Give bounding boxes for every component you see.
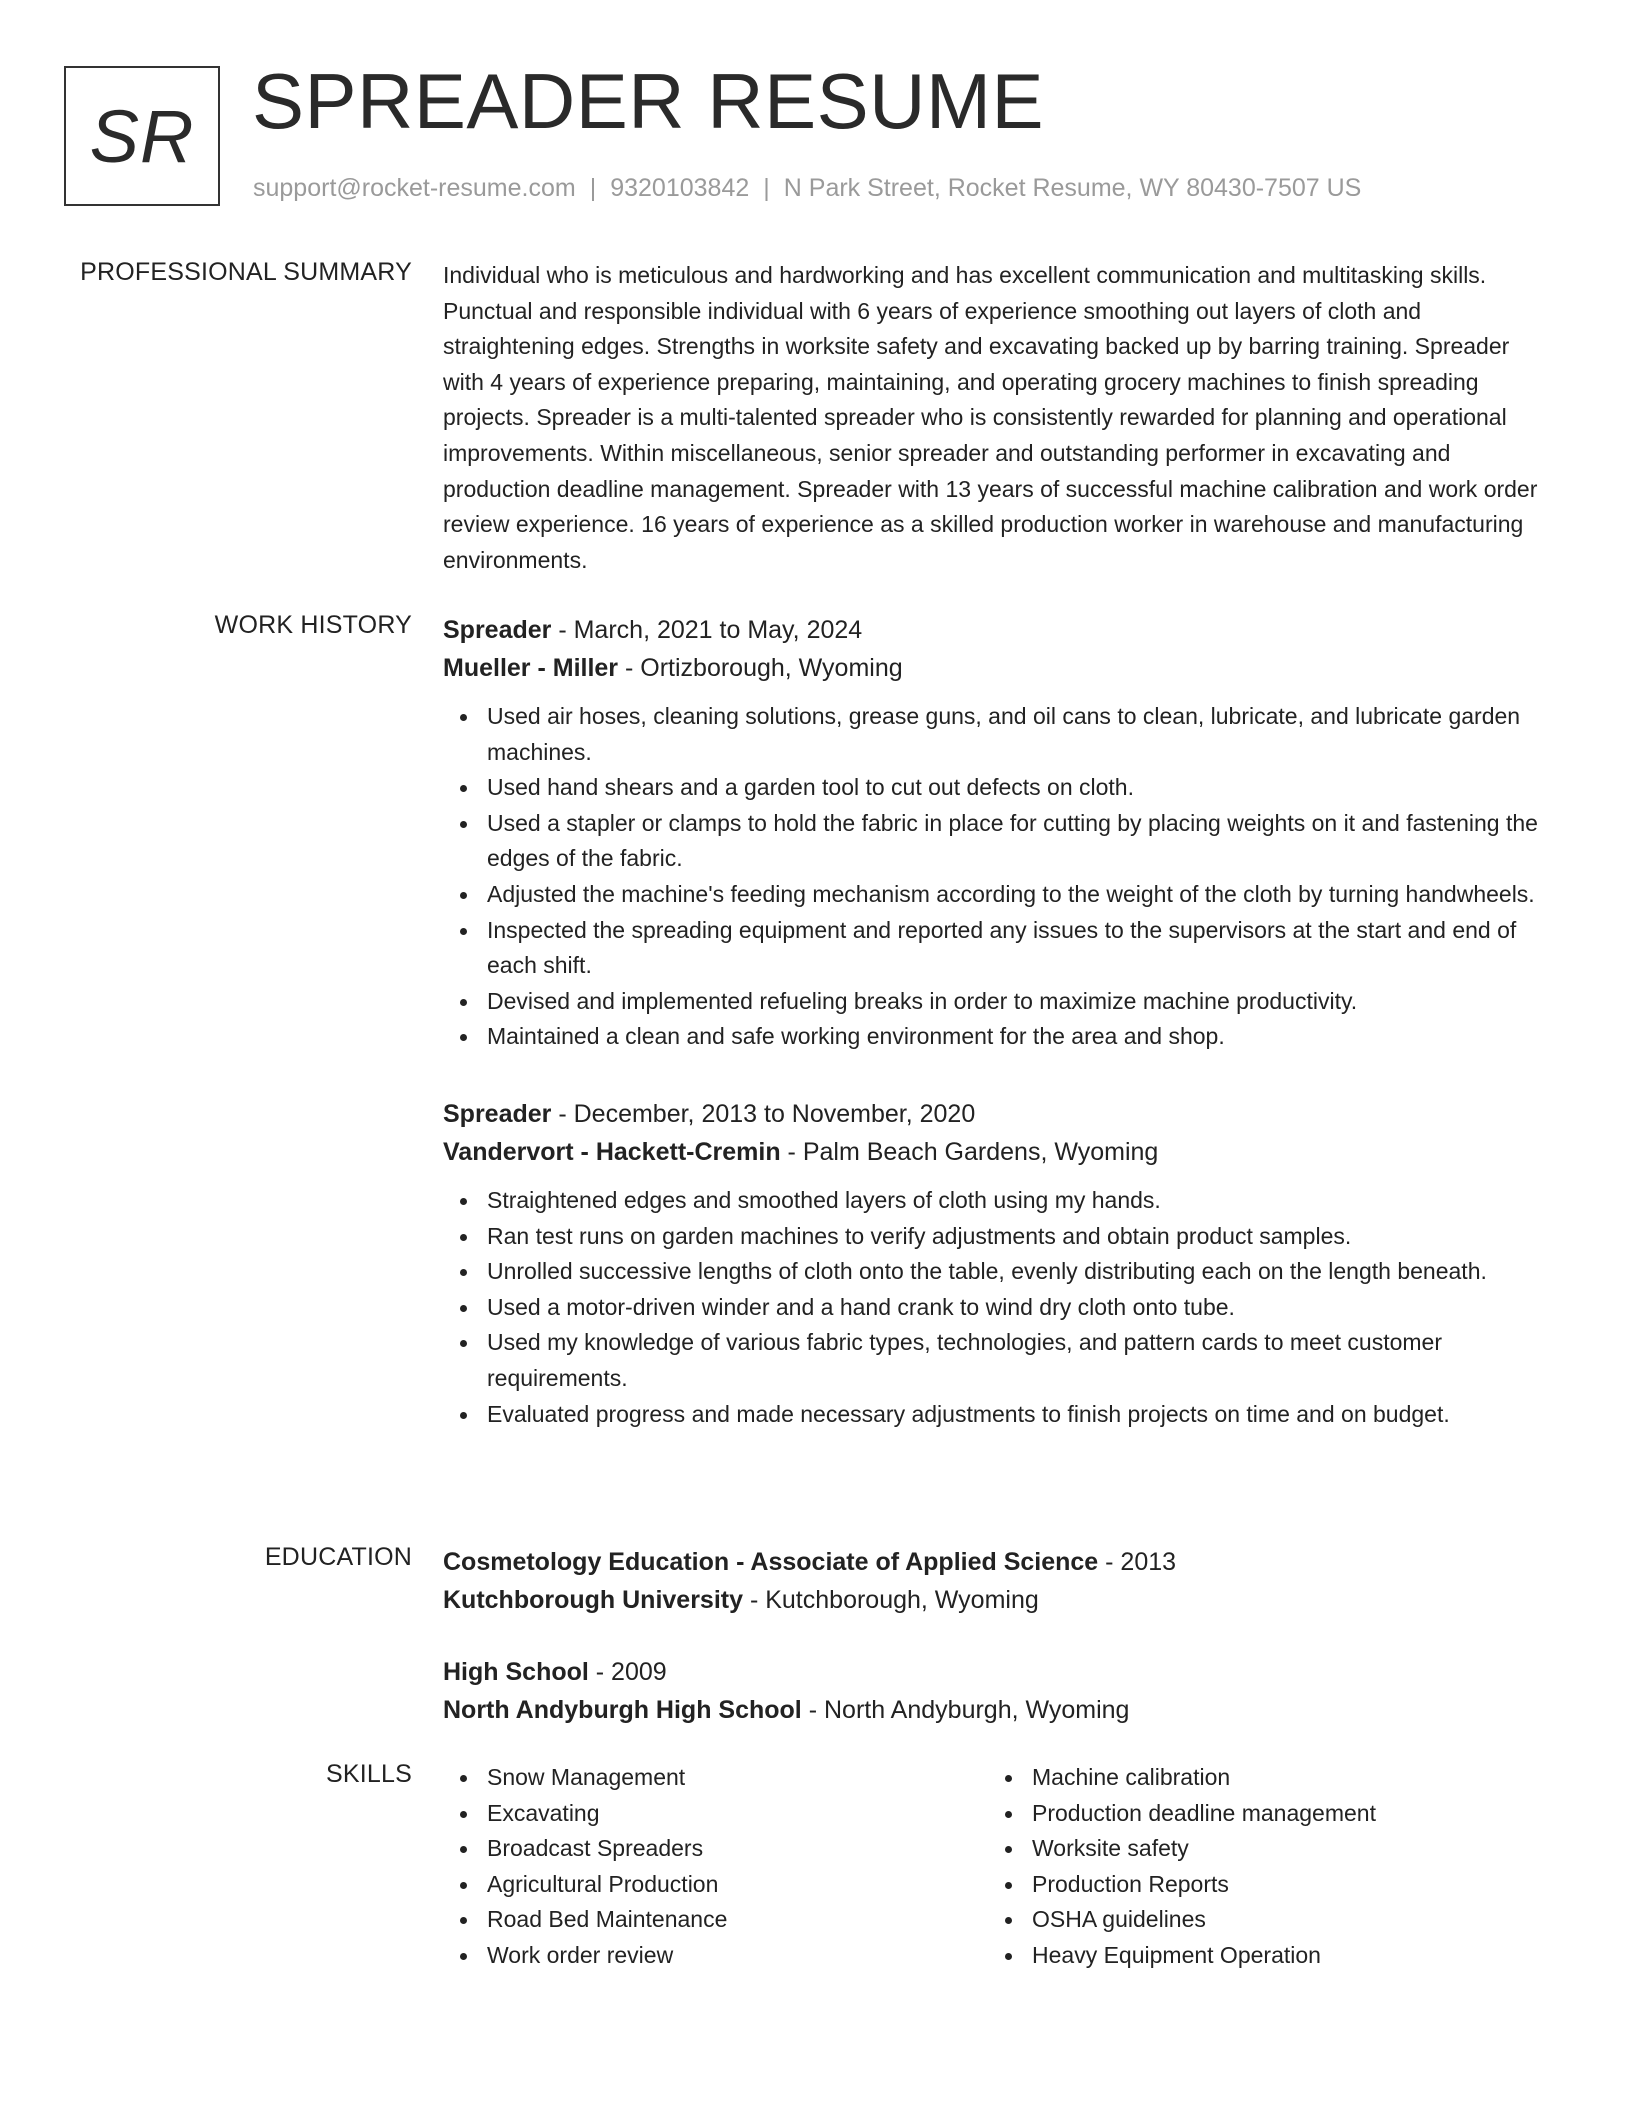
job-entry: [443, 611, 1553, 1055]
contact-separator: |: [589, 174, 597, 202]
job-company: Vandervort - Hackett-Cremin: [443, 1137, 781, 1166]
job-duties-list: [443, 1183, 1553, 1432]
job-company-line: [443, 649, 1553, 687]
education-location: - Kutchborough, Wyoming: [743, 1586, 1039, 1614]
skills-list: [443, 1760, 988, 1974]
list-item: Worksite safety: [1032, 1831, 1533, 1867]
education-entry: [443, 1653, 1553, 1729]
contact-address: N Park Street, Rocket Resume, WY 80430-7507 US: [783, 174, 1362, 202]
education-degree-line: [443, 1543, 1553, 1581]
education-year: - 2013: [1098, 1548, 1177, 1576]
education-school: North Andyburgh High School: [443, 1696, 802, 1724]
contact-separator: |: [763, 174, 770, 202]
job-company: Mueller - Miller: [443, 654, 619, 682]
list-item: Maintained a clean and safe working environment for the area and shop.: [487, 1019, 1553, 1055]
job-duties-list: [443, 699, 1553, 1055]
section-label-skills: SKILLS: [326, 1760, 412, 1788]
job-dates: - March, 2021 to May, 2024: [551, 616, 863, 644]
list-item: Devised and implemented refueling breaks in order to maximize machine productivity.: [487, 984, 1553, 1020]
job-company-line: [443, 1133, 1553, 1171]
work-body: [443, 611, 1553, 1432]
education-degree-line: [443, 1653, 1553, 1691]
list-item: OSHA guidelines: [1032, 1902, 1533, 1938]
education-school-line: [443, 1691, 1553, 1729]
summary-body: [443, 258, 1553, 578]
section-label-education: EDUCATION: [264, 1543, 412, 1571]
list-item: Broadcast Spreaders: [487, 1831, 988, 1867]
list-item: Snow Management: [487, 1760, 988, 1796]
education-school-line: [443, 1581, 1553, 1619]
summary-text: Individual who is meticulous and hardworking and has excellent communication and multitasking skills. Punctual and responsible individual with 6 years of experience smoothing out layers of cloth and straightening edges. Strengths in worksite safety and excavating backed up by barring training. Spreader with 4 years of experience preparing, maintaining, and operating grocery machines to finish spreading projects. Spreader is a multi-talented spreader who is consistently rewarded for planning and operational improvements. Within miscellaneous, senior spreader and outstanding performer in excavating and production deadline management. Spreader with 13 years of successful machine calibration and work order review experience. 16 years of experience as a skilled production worker in warehouse and manufacturing environments.: [443, 262, 1538, 573]
section-label-summary: PROFESSIONAL SUMMARY: [80, 258, 412, 286]
education-body: [443, 1543, 1553, 1729]
education-location: - North Andyburgh, Wyoming: [801, 1696, 1130, 1724]
job-location: - Ortizborough, Wyoming: [618, 654, 903, 682]
skills-column-right: [988, 1760, 1533, 1974]
skills-list: [988, 1760, 1533, 1974]
job-entry: [443, 1095, 1553, 1432]
list-item: Heavy Equipment Operation: [1032, 1938, 1533, 1974]
skills-column-left: [443, 1760, 988, 1974]
list-item: Straightened edges and smoothed layers of cloth using my hands.: [487, 1183, 1553, 1219]
section-label-work: WORK HISTORY: [214, 611, 412, 639]
education-school: Kutchborough University: [443, 1586, 744, 1614]
list-item: Road Bed Maintenance: [487, 1902, 988, 1938]
job-dates: - December, 2013 to November, 2020: [551, 1099, 976, 1128]
list-item: Used a stapler or clamps to hold the fabric in place for cutting by placing weights on it and fastening the edges of the fabric.: [487, 806, 1553, 877]
skills-body: [443, 1760, 1553, 1974]
contact-phone: 9320103842: [610, 174, 750, 202]
list-item: Inspected the spreading equipment and reported any issues to the supervisors at the start and end of each shift.: [487, 913, 1553, 984]
list-item: Agricultural Production: [487, 1867, 988, 1903]
list-item: Used hand shears and a garden tool to cut out defects on cloth.: [487, 770, 1553, 806]
list-item: Production deadline management: [1032, 1796, 1533, 1832]
list-item: Excavating: [487, 1796, 988, 1832]
job-location: - Palm Beach Gardens, Wyoming: [780, 1137, 1159, 1166]
list-item: Used a motor-driven winder and a hand crank to wind dry cloth onto tube.: [487, 1290, 1553, 1326]
list-item: Used air hoses, cleaning solutions, grease guns, and oil cans to clean, lubricate, and lubricate garden machines.: [487, 699, 1553, 770]
job-title: Spreader: [443, 1099, 552, 1128]
monogram-box: [64, 66, 220, 206]
job-title: Spreader: [443, 616, 552, 644]
education-degree: Cosmetology Education - Associate of Applied Science: [443, 1548, 1099, 1576]
monogram-initials: SR: [89, 94, 195, 178]
contact-email: support@rocket-resume.com: [253, 174, 576, 202]
list-item: Evaluated progress and made necessary adjustments to finish projects on time and on budget.: [487, 1397, 1553, 1433]
job-title-line: [443, 1095, 1553, 1133]
list-item: Used my knowledge of various fabric types, technologies, and pattern cards to meet customer requirements.: [487, 1325, 1553, 1396]
contact-line: [253, 174, 1361, 203]
list-item: Work order review: [487, 1938, 988, 1974]
skills-columns: [443, 1760, 1553, 1974]
list-item: Production Reports: [1032, 1867, 1533, 1903]
education-degree: High School: [443, 1658, 589, 1686]
resume-name: SPREADER RESUME: [252, 57, 1044, 145]
list-item: Machine calibration: [1032, 1760, 1533, 1796]
list-item: Ran test runs on garden machines to verify adjustments and obtain product samples.: [487, 1219, 1553, 1255]
education-entry: [443, 1543, 1553, 1619]
list-item: Adjusted the machine's feeding mechanism according to the weight of the cloth by turning handwheels.: [487, 877, 1553, 913]
job-title-line: [443, 611, 1553, 649]
list-item: Unrolled successive lengths of cloth onto the table, evenly distributing each on the length beneath.: [487, 1254, 1553, 1290]
education-year: - 2009: [588, 1658, 667, 1686]
